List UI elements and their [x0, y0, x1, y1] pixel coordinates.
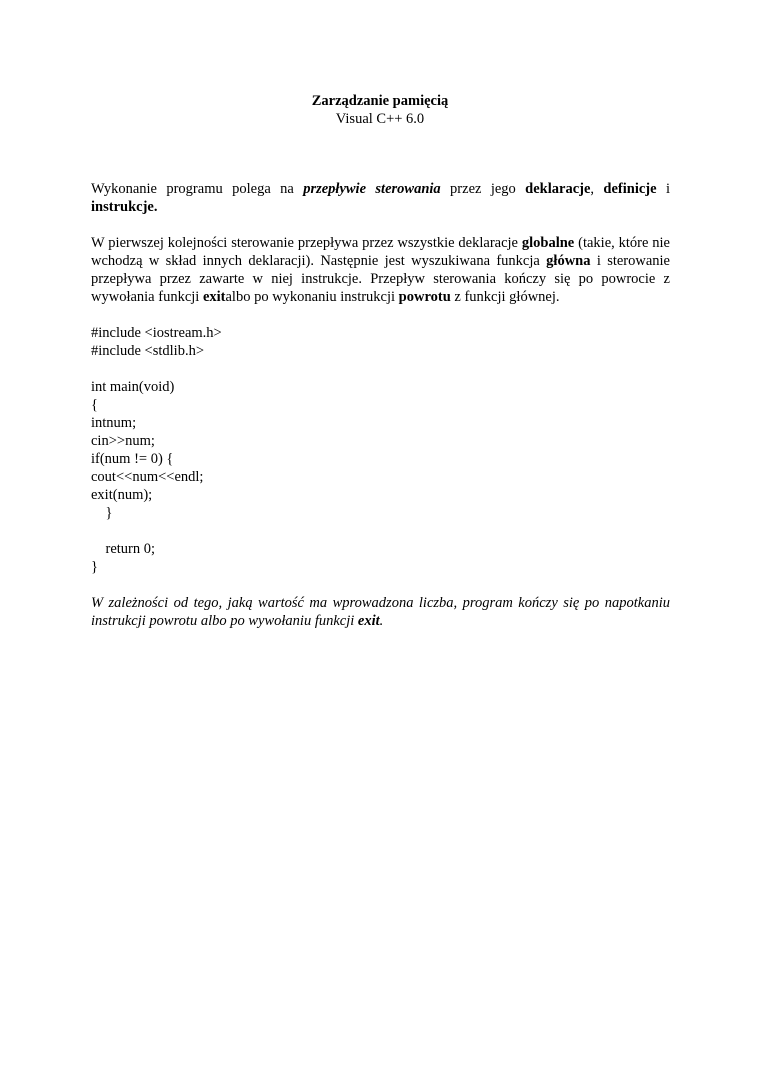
code-line: #include <stdlib.h> [91, 343, 205, 359]
paragraph-flow-text-1: W pierwszej kolejności sterowanie przepływa przez wszystkie deklaracje [91, 235, 522, 251]
term-exit: exit [202, 289, 226, 305]
term-exit-conclusion: exit [357, 613, 380, 629]
code-line: intnum; [91, 415, 137, 431]
code-line: } [91, 505, 113, 521]
code-line: int main(void) [91, 379, 175, 395]
term-instructions: instrukcje [91, 199, 154, 215]
paragraph-conclusion-text: W zależności od tego, jaką wartość ma wprowadzona liczba, program kończy się po napotkaniu instrukcji powrotu albo po wywołaniu funkcji [91, 595, 670, 629]
paragraph-intro-text-3: , [590, 181, 604, 197]
paragraph-conclusion-period: . [379, 613, 384, 629]
code-line: { [91, 397, 98, 413]
spacer [91, 216, 670, 234]
term-main: główna [546, 253, 591, 269]
term-return: powrotu [398, 289, 451, 305]
paragraph-flow-text-4: albo po wykonaniu instrukcji [225, 289, 399, 305]
title-block [0, 92, 760, 128]
paragraph-intro-text-1: Wykonanie programu polega na [91, 181, 304, 197]
code-line: } [91, 559, 98, 575]
paragraph-conclusion [91, 594, 670, 630]
paragraph-intro-period: . [153, 199, 158, 215]
paragraph-flow-text-2: (takie, które nie wchodzą w skład innych deklaracji). Następnie jest wyszukiwana funkcja [91, 235, 670, 269]
document-subtitle: Visual C++ 6.0 [335, 111, 425, 127]
term-definitions: definicje [603, 181, 657, 197]
code-line: cin>>num; [91, 433, 155, 449]
term-declarations: deklaracje [525, 181, 591, 197]
spacer [91, 306, 670, 324]
code-block [91, 324, 670, 576]
paragraph-flow [91, 234, 670, 306]
code-line: cout<<num<<endl; [91, 469, 204, 485]
code-line: return 0; [91, 541, 156, 557]
paragraph-flow-text-5: z funkcji głównej. [450, 289, 560, 305]
document-title: Zarządzanie pamięcią [311, 93, 449, 109]
code-line: exit(num); [91, 487, 153, 503]
paragraph-flow-text-3: i sterowanie przepływa przez zawarte w niej instrukcje. Przepływ sterowania kończy się po powrocie z wywołania funkcji [91, 253, 670, 305]
code-line: if(num != 0) { [91, 451, 174, 467]
spacer [91, 576, 670, 594]
code-line [91, 522, 670, 540]
paragraph-intro [91, 180, 670, 216]
paragraph-intro-text-4: i [656, 181, 670, 197]
term-control-flow: przepływie sterowania [303, 181, 441, 197]
document-body [91, 180, 670, 630]
code-line: #include <iostream.h> [91, 325, 222, 341]
code-line [91, 360, 670, 378]
paragraph-intro-text-2: przez jego [440, 181, 526, 197]
term-global: globalne [521, 235, 575, 251]
